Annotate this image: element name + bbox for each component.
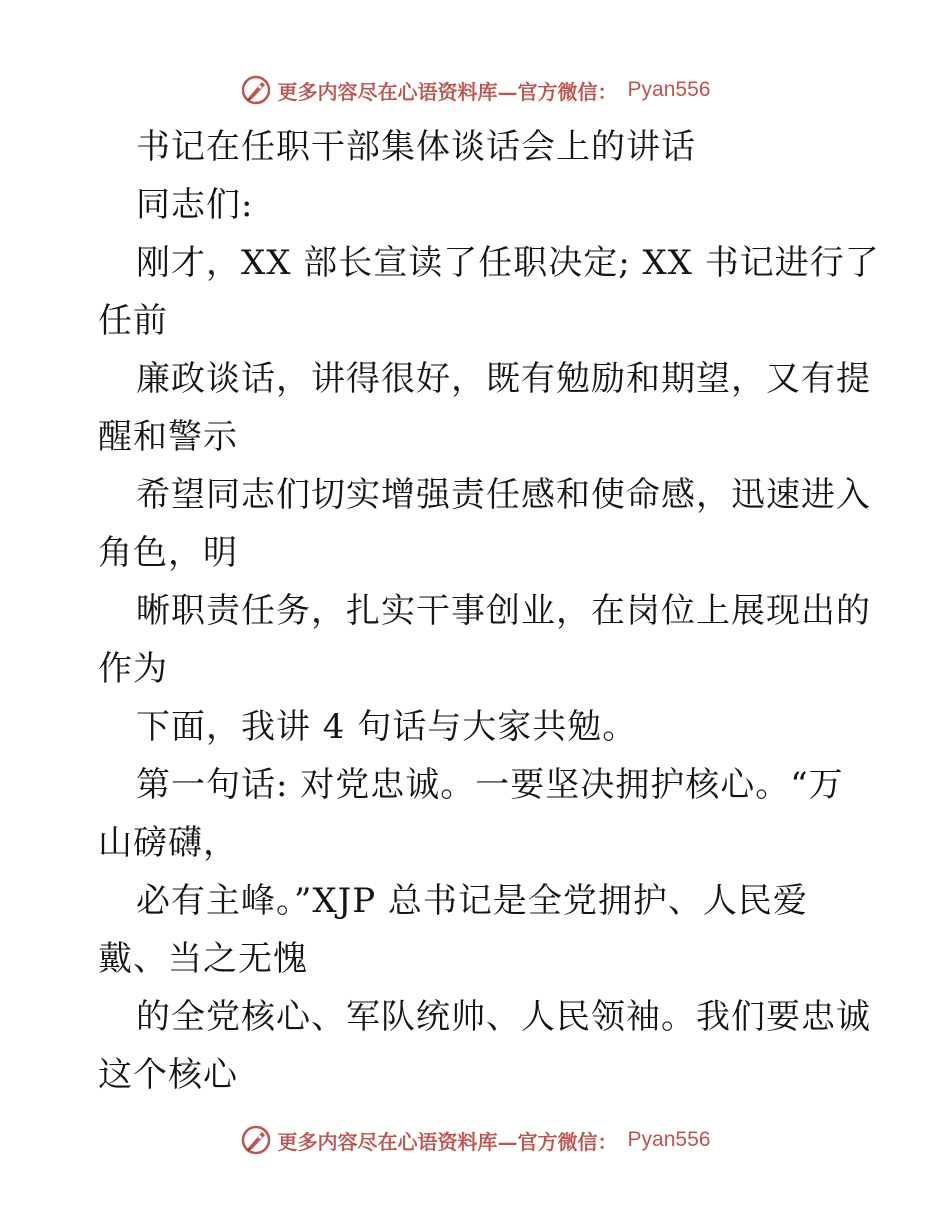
watermark-header-text: 更多内容尽在心语资料库—官方微信： xyxy=(277,79,618,104)
watermark-header-account: Pyan556 xyxy=(627,78,711,101)
text-line: 作为 xyxy=(98,649,168,689)
text-line: 廉政谈话，讲得很好，既有勉励和期望，又有提 xyxy=(136,359,871,399)
pen-logo-icon xyxy=(240,1124,272,1156)
watermark-footer-text: 更多内容尽在心语资料库—官方微信： xyxy=(277,1129,618,1154)
text-line: 的全党核心、军队统帅、人民领袖。我们要忠诚 xyxy=(136,997,871,1037)
text-line: 戴、当之无愧 xyxy=(98,939,308,979)
watermark-footer xyxy=(0,1120,950,1160)
text-line: 山磅礴， xyxy=(98,823,238,863)
watermark-footer-inner xyxy=(240,1124,711,1156)
text-line: 书记在任职干部集体谈话会上的讲话 xyxy=(136,127,696,167)
text-line: 刚才，XX 部长宣读了任职决定; XX 书记进行了 xyxy=(136,243,880,283)
text-line: 下面，我讲 4 句话与大家共勉。 xyxy=(136,707,638,747)
text-line: 晰职责任务，扎实干事创业，在岗位上展现出的 xyxy=(136,591,871,631)
watermark-header xyxy=(0,70,950,110)
text-line: 醒和警示 xyxy=(98,417,238,457)
text-line: 角色，明 xyxy=(98,533,238,573)
text-line: 希望同志们切实增强责任感和使命感，迅速进入 xyxy=(136,475,871,515)
watermark-footer-account: Pyan556 xyxy=(627,1128,711,1151)
watermark-header-inner xyxy=(240,74,711,106)
text-line: 必有主峰。”XJP 总书记是全党拥护、人民爱 xyxy=(136,881,808,921)
pen-logo-icon xyxy=(240,74,272,106)
text-line: 第一句话: 对党忠诚。一要坚决拥护核心。“万 xyxy=(136,765,844,805)
text-line: 同志们: xyxy=(136,185,254,225)
text-line: 任前 xyxy=(98,301,168,341)
text-line: 这个核心 xyxy=(98,1055,238,1095)
document-body xyxy=(98,118,880,1104)
